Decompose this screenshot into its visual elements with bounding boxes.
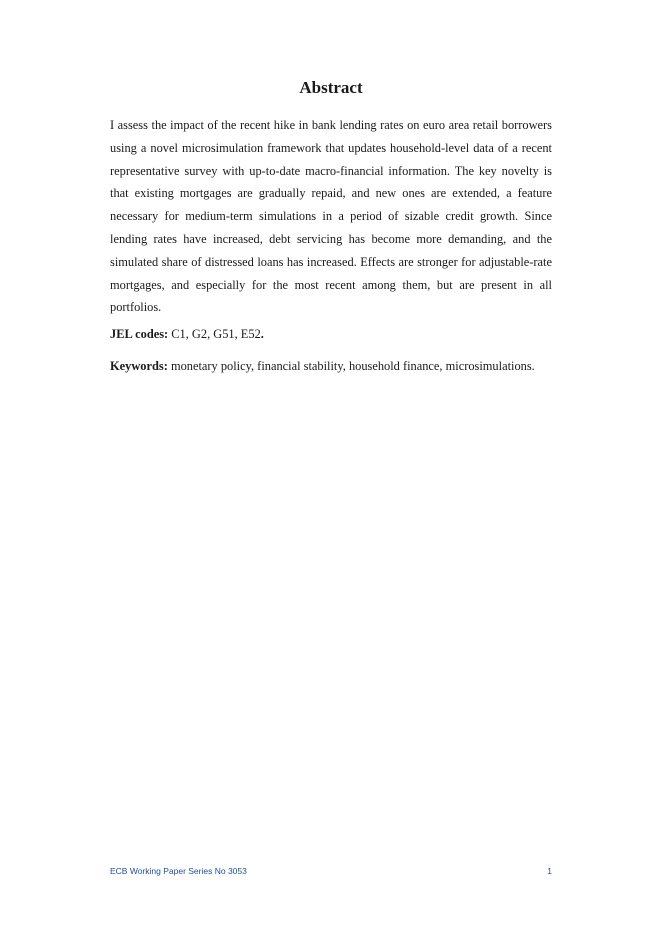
- footer-page-number: 1: [547, 866, 552, 876]
- jel-codes-line: [110, 325, 552, 343]
- jel-codes-terminator: .: [260, 327, 264, 341]
- abstract-body: I assess the impact of the recent hike in bank lending rates on euro area retail borrowers using a novel microsimulation framework that updates household-level data of a recent representative survey with up-to-date macro-financial information. The key novelty is that existing mortgages are gradually repaid, and new ones are extended, a feature necessary for medium-term simulations in a period of sizable credit growth. Since lending rates have increased, debt servicing has become more demanding, and the simulated share of distressed loans has increased. Effects are stronger for adjustable-rate mortgages, and especially for the most recent among them, but are present in all portfolios.: [110, 118, 552, 315]
- abstract-title: Abstract: [299, 78, 363, 97]
- keywords-value: monetary policy, financial stability, household finance, microsimulations.: [170, 359, 535, 373]
- keywords-label: Keywords:: [110, 359, 168, 373]
- footer-series-name: ECB Working Paper Series No 3053: [110, 866, 247, 876]
- page-footer: [110, 866, 552, 876]
- jel-codes-value: C1, G2, G51, E52: [171, 327, 261, 341]
- jel-codes-label: JEL codes:: [110, 327, 169, 341]
- keywords-line: [110, 357, 552, 375]
